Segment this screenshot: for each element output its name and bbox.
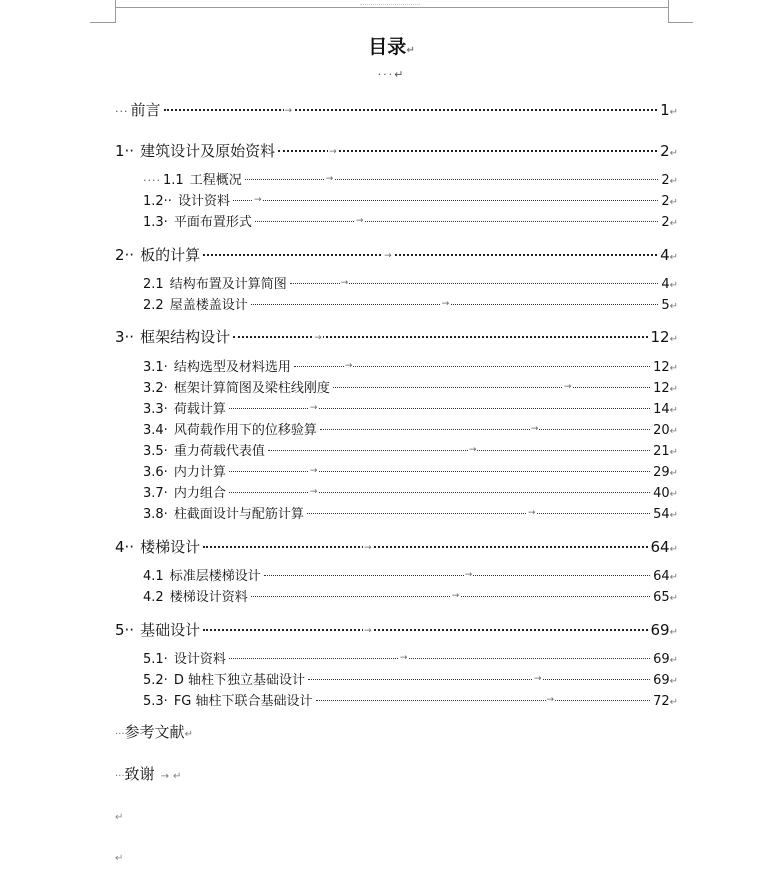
paragraph-mark-icon: ↵ bbox=[669, 655, 678, 666]
toc-page-number: 69 bbox=[653, 673, 670, 688]
toc-entry[interactable] bbox=[143, 359, 678, 377]
toc-entry[interactable] bbox=[115, 140, 678, 162]
tab-arrow-icon: → bbox=[468, 441, 478, 459]
dot-leader bbox=[229, 653, 650, 663]
toc-entry[interactable] bbox=[115, 619, 678, 641]
toc-title bbox=[0, 34, 783, 64]
toc-entry-number: 3·· bbox=[115, 328, 135, 346]
toc-entry-title: 结构选型及材料选用 bbox=[173, 360, 291, 375]
tab-arrow-icon: → bbox=[527, 504, 537, 522]
toc-entry-title: 标准层楼梯设计 bbox=[169, 569, 261, 584]
dot-leader bbox=[233, 195, 658, 205]
toc-page-number: 2 bbox=[660, 142, 670, 160]
toc-entry[interactable] bbox=[143, 589, 678, 607]
paragraph-mark-icon: ↵ bbox=[669, 627, 678, 638]
toc-entry-title: 柱截面设计与配筋计算 bbox=[173, 507, 304, 522]
paragraph-mark-icon: ↵ bbox=[669, 405, 678, 416]
toc-page-number: 4 bbox=[660, 246, 670, 264]
toc-entry[interactable] bbox=[115, 326, 678, 348]
toc-page-number: 12 bbox=[650, 328, 670, 346]
toc-entry[interactable] bbox=[143, 568, 678, 586]
dot-leader bbox=[316, 695, 651, 705]
dot-leader bbox=[294, 361, 650, 371]
tab-arrow-icon: → bbox=[464, 566, 474, 584]
paragraph-mark-icon: ↵ bbox=[669, 363, 678, 374]
toc-entry-number: 3.1· bbox=[143, 360, 168, 375]
toc-entry-number: 5·· bbox=[115, 621, 135, 639]
dot-leader bbox=[229, 403, 650, 413]
tab-arrow-icon: → bbox=[253, 191, 263, 209]
toc-page-number: 4 bbox=[661, 277, 670, 292]
paragraph-mark-icon: ↵ bbox=[669, 280, 678, 291]
toc-entry[interactable] bbox=[143, 693, 678, 711]
toc-entry[interactable] bbox=[115, 99, 678, 121]
tab-arrow-icon: → bbox=[309, 399, 319, 417]
paragraph-mark-icon: ↵ bbox=[669, 176, 678, 187]
paragraph-mark-icon: ↵ bbox=[669, 107, 678, 118]
toc-entry[interactable] bbox=[143, 172, 678, 190]
dot-leader bbox=[203, 626, 647, 636]
paragraph-mark-icon: ↵ bbox=[669, 301, 678, 312]
paragraph-mark-icon: ↵ bbox=[115, 812, 124, 823]
toc-entry[interactable] bbox=[143, 485, 678, 503]
dot-leader bbox=[164, 106, 658, 116]
toc-entry[interactable] bbox=[143, 672, 678, 690]
toc-page-number: 29 bbox=[653, 465, 670, 480]
dot-leader bbox=[268, 445, 650, 455]
toc-entry-title: 工程概况 bbox=[189, 173, 242, 188]
toc-page-number: 2 bbox=[661, 215, 670, 230]
toc-acknowledgements[interactable] bbox=[115, 763, 181, 788]
toc-entry-title: 楼梯设计资料 bbox=[169, 590, 248, 605]
paragraph-mark-icon: ↵ bbox=[669, 218, 678, 229]
toc-entry-title: 重力荷载代表值 bbox=[173, 444, 265, 459]
tab-arrow-icon: → bbox=[533, 670, 543, 688]
paragraph-mark-icon: ↵ bbox=[669, 697, 678, 708]
paragraph-mark-icon: ↵ bbox=[172, 771, 182, 782]
paragraph-mark-icon: ↵ bbox=[669, 593, 678, 604]
toc-references[interactable] bbox=[115, 721, 193, 746]
toc-page-number: 64 bbox=[650, 538, 670, 556]
dot-leader bbox=[255, 216, 659, 226]
dot-leader bbox=[290, 278, 659, 288]
acknowledgements-label: 致谢 bbox=[124, 765, 155, 783]
tab-arrow-icon: → bbox=[451, 587, 461, 605]
toc-entry-title: 建筑设计及原始资料 bbox=[140, 142, 276, 160]
toc-entry-title: 框架结构设计 bbox=[140, 328, 231, 346]
toc-page-number: 54 bbox=[653, 507, 670, 522]
tab-arrow-icon: → bbox=[546, 691, 556, 709]
tab-arrow-icon: → bbox=[363, 537, 373, 559]
toc-entry-title: 框架计算简图及梁柱线刚度 bbox=[173, 381, 330, 396]
tab-arrow-icon: → bbox=[309, 462, 319, 480]
toc-entry-number: 4.2 bbox=[143, 590, 164, 605]
tab-arrow-icon: → bbox=[340, 274, 350, 292]
paragraph-mark-icon: ↵ bbox=[669, 447, 678, 458]
toc-entry-title: 前言 bbox=[130, 101, 161, 119]
toc-entry-title: 板的计算 bbox=[140, 246, 201, 264]
toc-entry-title: 平面布置形式 bbox=[173, 215, 252, 230]
toc-page-number: 72 bbox=[653, 694, 670, 709]
toc-page-number: 69 bbox=[650, 621, 670, 639]
lead-dots: ··· bbox=[115, 771, 125, 782]
toc-entry-title: 风荷载作用下的位移验算 bbox=[173, 423, 317, 438]
toc-entry-number: 1·· bbox=[115, 142, 135, 160]
toc-page-number: 2 bbox=[661, 173, 670, 188]
tab-arrow-icon: → bbox=[363, 620, 373, 642]
tab-arrow-icon: → bbox=[284, 100, 294, 122]
dot-leader bbox=[251, 299, 659, 309]
tab-arrow-icon: → bbox=[441, 295, 451, 313]
toc-entry-title: FG 轴柱下联合基础设计 bbox=[173, 694, 313, 709]
toc-page-number: 2 bbox=[661, 194, 670, 209]
toc-entry[interactable] bbox=[143, 443, 678, 461]
paragraph-mark-icon: ↵ bbox=[669, 572, 678, 583]
toc-entry-title: 内力计算 bbox=[173, 465, 226, 480]
header-area bbox=[360, 0, 420, 5]
toc-entry[interactable] bbox=[143, 422, 678, 440]
toc-entry[interactable] bbox=[143, 276, 678, 294]
toc-entry-number: 5.2· bbox=[143, 673, 168, 688]
toc-entry-number: 4.1 bbox=[143, 569, 164, 584]
toc-entry-number: 1.1 bbox=[163, 173, 184, 188]
toc-entry-number: 5.3· bbox=[143, 694, 168, 709]
dot-leader bbox=[264, 570, 650, 580]
toc-page-number: 20 bbox=[653, 423, 670, 438]
dot-leader bbox=[251, 591, 650, 601]
toc-entry-number: 3.8· bbox=[143, 507, 168, 522]
toc-entry-number: 5.1· bbox=[143, 652, 168, 667]
toc-entry-number: 3.4· bbox=[143, 423, 168, 438]
paragraph-mark-icon: ↵ bbox=[669, 334, 678, 345]
toc-entry-title: 内力组合 bbox=[173, 486, 226, 501]
tab-arrow-icon: → bbox=[328, 141, 338, 163]
dot-leader bbox=[229, 487, 650, 497]
toc-title-text: 目录 bbox=[368, 36, 407, 58]
toc-entry-title: D 轴柱下独立基础设计 bbox=[173, 673, 305, 688]
tab-arrow-icon: → bbox=[325, 170, 335, 188]
paragraph-mark-icon: ↵ bbox=[406, 45, 415, 56]
dot-leader bbox=[233, 333, 647, 343]
tab-arrow-icon: → bbox=[160, 771, 169, 782]
dot-leader bbox=[320, 424, 650, 434]
lead-dots: ··· bbox=[115, 105, 129, 118]
toc-entry-number: 3.6· bbox=[143, 465, 168, 480]
dot-leader bbox=[307, 508, 650, 518]
paragraph-mark-icon: ↵ bbox=[669, 197, 678, 208]
tab-arrow-icon: → bbox=[399, 649, 409, 667]
toc-entry[interactable] bbox=[115, 536, 678, 558]
tab-arrow-icon: → bbox=[309, 483, 319, 501]
page-top-border bbox=[115, 7, 668, 8]
subtitle-format-marks: ···↵ bbox=[377, 68, 406, 81]
toc-entry-title: 结构布置及计算简图 bbox=[169, 277, 287, 292]
dot-leader bbox=[245, 174, 659, 184]
toc-page-number: 5 bbox=[661, 298, 670, 313]
toc-page-number: 12 bbox=[653, 360, 670, 375]
paragraph-mark-icon: ↵ bbox=[669, 676, 678, 687]
toc-entry-number: 2·· bbox=[115, 246, 135, 264]
toc-entry[interactable] bbox=[143, 214, 678, 232]
dot-leader bbox=[308, 674, 650, 684]
toc-entry[interactable] bbox=[143, 401, 678, 419]
paragraph-mark-icon: ↵ bbox=[669, 489, 678, 500]
toc-entry[interactable] bbox=[143, 193, 678, 211]
toc-entry-number: 3.2· bbox=[143, 381, 168, 396]
paragraph-mark-icon: ↵ bbox=[669, 426, 678, 437]
tab-arrow-icon: → bbox=[313, 327, 323, 349]
toc-entry[interactable] bbox=[143, 297, 678, 315]
dot-leader bbox=[229, 466, 650, 476]
toc-entry-number: 3.3· bbox=[143, 402, 168, 417]
paragraph-mark-icon: ↵ bbox=[115, 853, 124, 864]
references-label: 参考文献 bbox=[124, 723, 185, 741]
toc-entry-title: 设计资料 bbox=[177, 194, 230, 209]
lead-dots: ···· bbox=[143, 174, 161, 187]
toc-entry[interactable] bbox=[143, 380, 678, 398]
toc-page-number: 14 bbox=[653, 402, 670, 417]
toc-entry-title: 屋盖楼盖设计 bbox=[169, 298, 248, 313]
toc-entry[interactable] bbox=[143, 651, 678, 669]
toc-entry[interactable] bbox=[115, 244, 678, 266]
tab-arrow-icon: → bbox=[563, 378, 573, 396]
toc-entry-title: 楼梯设计 bbox=[140, 538, 201, 556]
dot-leader bbox=[203, 543, 647, 553]
toc-page-number: 69 bbox=[653, 652, 670, 667]
toc-page-number: 21 bbox=[653, 444, 670, 459]
lead-dots: ··· bbox=[115, 729, 125, 740]
paragraph-mark-icon: ↵ bbox=[184, 729, 193, 740]
page-corner-top-right bbox=[668, 0, 693, 23]
toc-entry-number: 2.2 bbox=[143, 298, 164, 313]
paragraph-mark-icon: ↵ bbox=[669, 544, 678, 555]
toc-page-number: 40 bbox=[653, 486, 670, 501]
toc-page-number: 64 bbox=[653, 569, 670, 584]
toc-entry-number: 3.7· bbox=[143, 486, 168, 501]
dot-leader bbox=[333, 382, 650, 392]
toc-entry-number: 1.3· bbox=[143, 215, 168, 230]
paragraph-mark-icon: ↵ bbox=[669, 148, 678, 159]
toc-entry-number: 3.5· bbox=[143, 444, 168, 459]
toc-entry-title: 基础设计 bbox=[140, 621, 201, 639]
toc-entry-number: 2.1 bbox=[143, 277, 164, 292]
paragraph-mark-icon: ↵ bbox=[669, 510, 678, 521]
toc-page-number: 1 bbox=[660, 101, 670, 119]
toc-entry[interactable] bbox=[143, 506, 678, 524]
dot-leader bbox=[203, 251, 657, 261]
toc-entry-number: 1.2·· bbox=[143, 194, 172, 209]
toc-entry[interactable] bbox=[143, 464, 678, 482]
paragraph-mark-icon: ↵ bbox=[669, 252, 678, 263]
page-corner-top-left bbox=[90, 0, 116, 23]
tab-arrow-icon: → bbox=[383, 245, 393, 267]
paragraph-mark-icon: ↵ bbox=[669, 384, 678, 395]
toc-entry-title: 设计资料 bbox=[173, 652, 226, 667]
toc-page-number: 65 bbox=[653, 590, 670, 605]
tab-arrow-icon: → bbox=[530, 420, 540, 438]
toc-entry-title: 荷载计算 bbox=[173, 402, 226, 417]
toc-entry-number: 4·· bbox=[115, 538, 135, 556]
paragraph-mark-icon: ↵ bbox=[669, 468, 678, 479]
dot-leader bbox=[278, 147, 657, 157]
tab-arrow-icon: → bbox=[344, 357, 354, 375]
toc-page-number: 12 bbox=[653, 381, 670, 396]
tab-arrow-icon: → bbox=[355, 212, 365, 230]
